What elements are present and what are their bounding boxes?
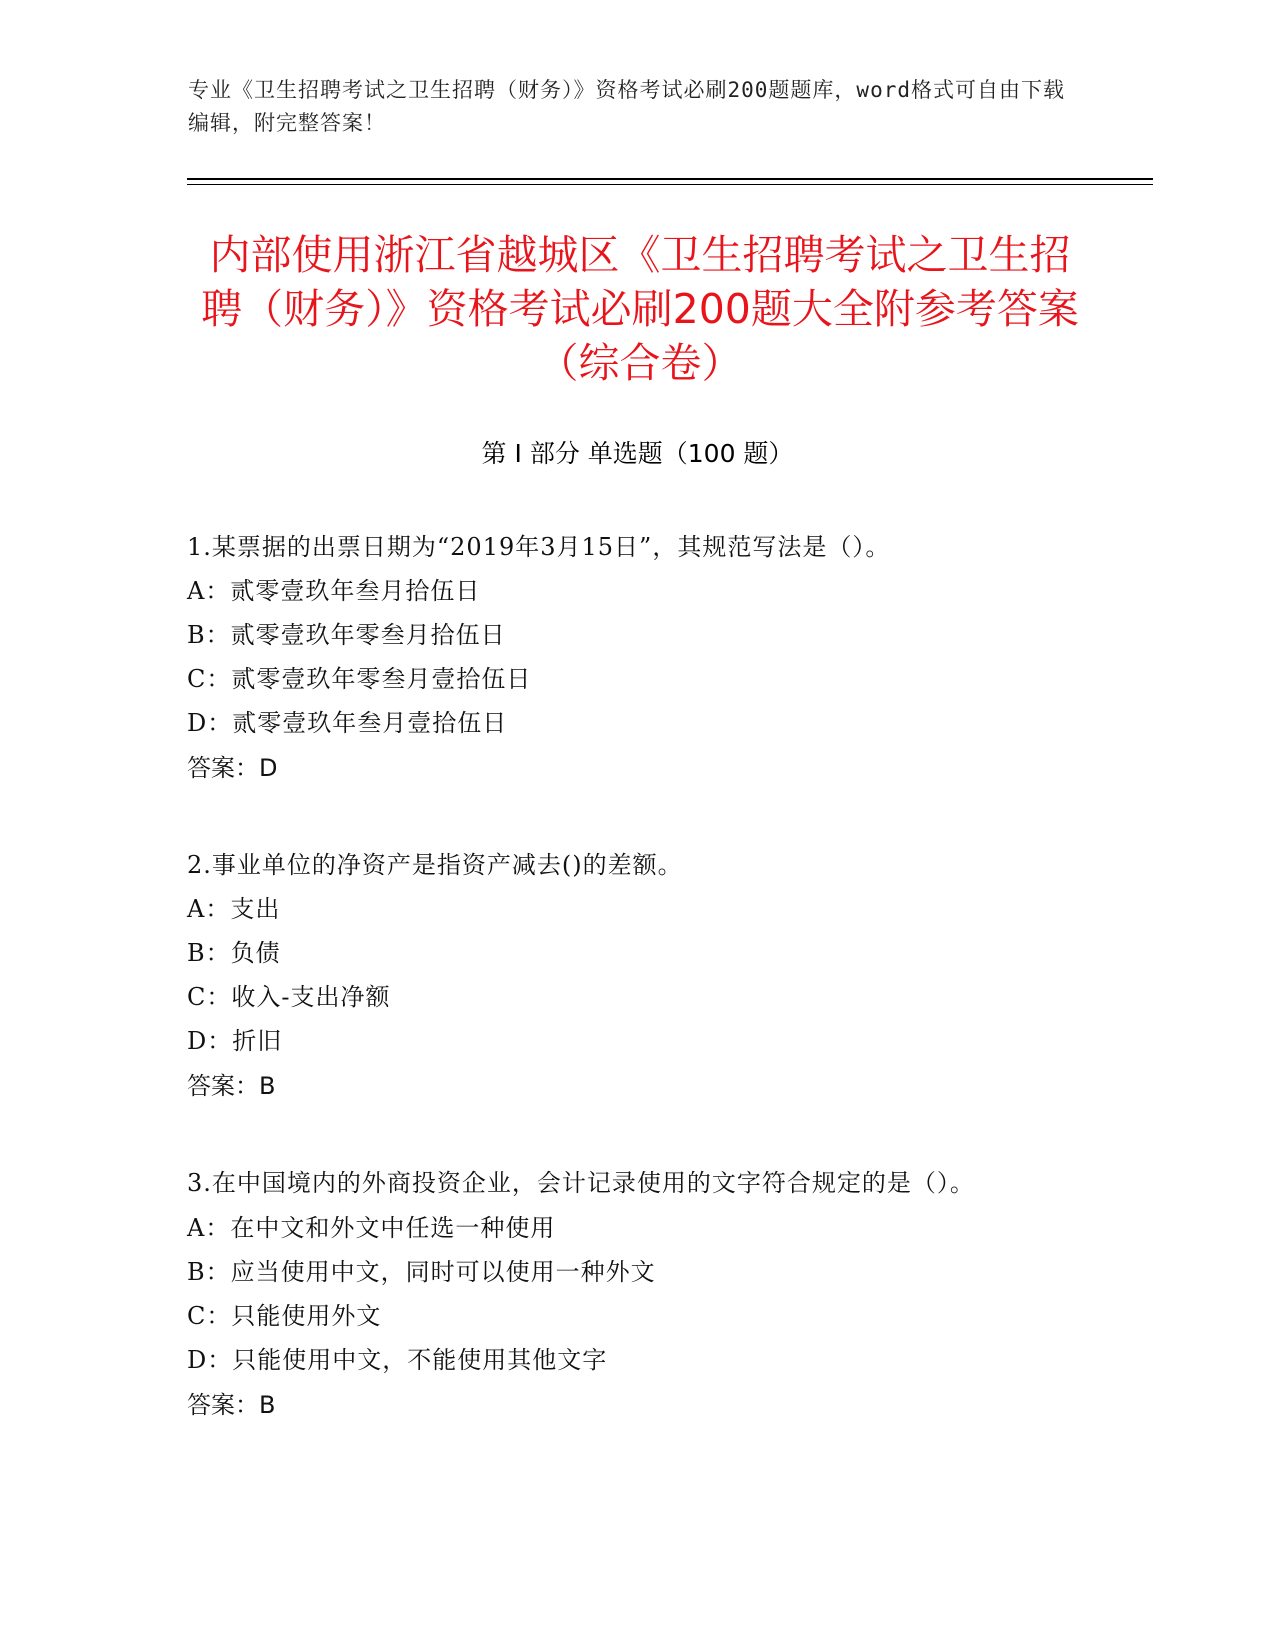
option-b: B：应当使用中文，同时可以使用一种外文 — [187, 1258, 656, 1286]
option-c: C：只能使用外文 — [187, 1302, 382, 1330]
option-d: D：贰零壹玖年叁月壹拾伍日 — [187, 709, 508, 737]
document-title: 内部使用浙江省越城区《卫生招聘考试之卫生招聘（财务）》资格考试必刷200题大全附参考答案（综合卷） — [201, 231, 1079, 387]
option-d: D：折旧 — [187, 1027, 283, 1055]
answer: 答案：B — [187, 1072, 276, 1100]
option-d: D：只能使用中文，不能使用其他文字 — [187, 1346, 608, 1374]
question-stem: 3.在中国境内的外商投资企业，会计记录使用的文字符合规定的是（）。 — [187, 1169, 975, 1197]
option-a: A：在中文和外文中任选一种使用 — [187, 1214, 556, 1242]
question-1 — [187, 525, 1067, 791]
question-3 — [187, 1160, 1067, 1428]
question-stem: 1.某票据的出票日期为“2019年3月15日”，其规范写法是（）。 — [187, 533, 891, 561]
question-2 — [187, 843, 1067, 1109]
header-note: 专业《卫生招聘考试之卫生招聘（财务）》资格考试必刷200题题库，word格式可自由下载编辑，附完整答案！ — [188, 78, 1065, 135]
option-a: A：支出 — [187, 895, 281, 923]
header-divider-thin — [187, 184, 1153, 185]
option-b: B：负债 — [187, 939, 281, 967]
option-b: B：贰零壹玖年零叁月拾伍日 — [187, 621, 506, 649]
question-stem: 2.事业单位的净资产是指资产减去()的差额。 — [187, 851, 683, 879]
section-title: 第 I 部分 单选题（100 题） — [481, 439, 794, 468]
option-c: C：贰零壹玖年零叁月壹拾伍日 — [187, 665, 532, 693]
option-a: A：贰零壹玖年叁月拾伍日 — [187, 577, 481, 605]
option-c: C：收入-支出净额 — [187, 983, 391, 1011]
header-divider-thick — [187, 178, 1153, 180]
answer: 答案：D — [187, 754, 278, 782]
answer: 答案：B — [187, 1391, 276, 1419]
